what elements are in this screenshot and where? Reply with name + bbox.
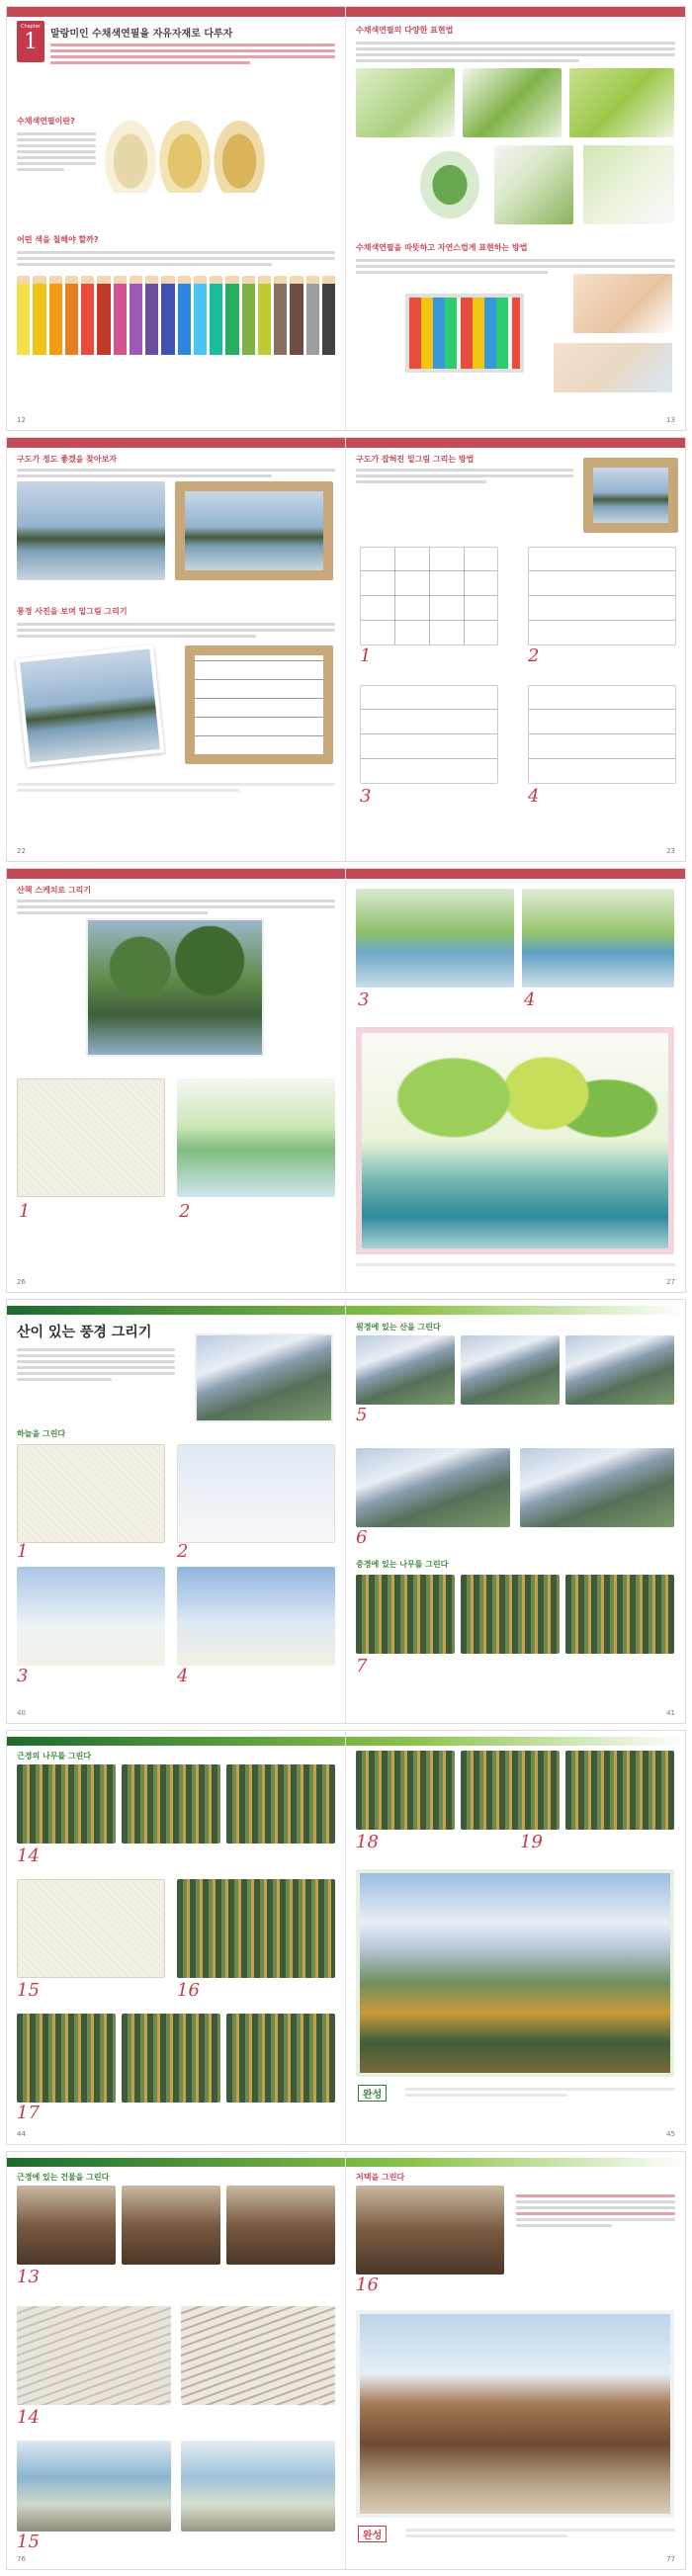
step-number: 18 [356, 1832, 379, 1852]
step-number: 1 [360, 645, 372, 666]
finished-mountain-painting [356, 1869, 674, 2077]
intro-text [17, 1345, 175, 1384]
section-heading: 근경의 나무를 그린다 [17, 1752, 92, 1760]
stairs-step-2 [181, 2306, 335, 2405]
step-number: 4 [524, 989, 536, 1010]
body-text-block [17, 248, 335, 269]
page-number: 23 [666, 847, 675, 855]
colored-pencil [194, 276, 207, 355]
brush-hand-photo-2 [554, 343, 672, 392]
chapter-badge [17, 21, 44, 62]
body-text-block [356, 466, 573, 486]
finished-tree-painting [356, 1027, 674, 1254]
spread-1 [6, 6, 686, 431]
sky-coloring-2 [17, 1567, 165, 1666]
intro-text [50, 41, 335, 67]
mansion-step [356, 2186, 504, 2275]
step-number: 2 [177, 1541, 189, 1562]
grid-photo [583, 458, 678, 533]
section-heading: 산책 스케치로 그리기 [17, 886, 92, 895]
step-number: 4 [528, 786, 540, 807]
step-number: 4 [177, 1666, 189, 1686]
pencil-color-row [17, 276, 335, 355]
technique-photo-1 [356, 68, 455, 137]
sky-coloring-1 [177, 1444, 335, 1543]
complete-badge: 완성 [358, 2526, 387, 2542]
step-number: 19 [520, 1832, 543, 1852]
section-heading: 풍경 사진을 보며 밑그림 그리기 [17, 607, 128, 616]
building-step-3 [226, 2186, 335, 2265]
forest-step-8 [356, 1751, 455, 1830]
page-40 [7, 1300, 346, 1723]
page-number: 13 [666, 416, 675, 424]
colored-pencil [17, 276, 30, 355]
mountain-photo [195, 1333, 333, 1422]
colored-pencil [130, 276, 142, 355]
step-number: 16 [356, 2275, 379, 2295]
body-text-block [17, 466, 335, 480]
step-number: 1 [17, 1541, 29, 1562]
mountain-step-d [356, 1448, 510, 1527]
section-heading: 근경에 있는 건물을 그린다 [17, 2173, 110, 2182]
step-number: 3 [17, 1666, 29, 1686]
stairs-step-3 [17, 2441, 171, 2532]
page-number: 77 [666, 2555, 675, 2563]
outline-sketch [17, 1078, 165, 1197]
page-number: 22 [17, 847, 26, 855]
page-41 [346, 1300, 685, 1723]
lesson-title: 산이 있는 풍경 그리기 [17, 1325, 152, 1340]
forest-step-7 [226, 2014, 335, 2103]
colored-pencil [49, 276, 62, 355]
forest-step-2 [122, 1764, 220, 1844]
forest-step-9 [461, 1751, 560, 1830]
section-heading: 원경에 있는 산을 그린다 [356, 1323, 441, 1331]
page-76 [7, 2152, 346, 2569]
page-26 [7, 869, 346, 1292]
coloring-photo-2 [522, 889, 674, 987]
step-number: 6 [356, 1527, 368, 1548]
colored-pencil [210, 276, 222, 355]
body-text-block [17, 620, 335, 641]
colored-pencil [81, 276, 94, 355]
colored-pencil [258, 276, 271, 355]
park-stream-photo [86, 918, 264, 1057]
caption [405, 2526, 675, 2540]
colored-sketch [177, 1078, 335, 1197]
body-text-block [356, 39, 675, 65]
palette-photo [405, 294, 524, 373]
page-13 [346, 7, 685, 430]
step-number: 15 [17, 1980, 40, 2001]
step-number: 14 [17, 2407, 40, 2428]
caption [17, 780, 335, 795]
page-number: 76 [17, 2555, 26, 2563]
page-number: 44 [17, 2130, 26, 2138]
body-text-block [516, 2191, 675, 2230]
stairs-step-1 [17, 2306, 171, 2405]
step-number: 17 [17, 2103, 40, 2123]
technique-photo-5 [494, 145, 573, 224]
section-heading: 수채색연필이란? [17, 117, 75, 126]
page-number: 41 [666, 1709, 675, 1717]
forest-sketch [17, 1879, 165, 1978]
shell-drawing-3 [210, 114, 269, 193]
mountain-step-a [356, 1335, 455, 1405]
grid-frame-tool [185, 645, 333, 764]
chapter-number: 1 [24, 30, 38, 54]
lake-photo-1 [17, 481, 165, 580]
forest-step-1 [17, 1764, 116, 1844]
caption [405, 2085, 675, 2100]
brush-hand-photo-1 [573, 274, 672, 333]
step-number: 13 [17, 2267, 40, 2287]
building-step-2 [122, 2186, 220, 2265]
grid-sketch-1 [360, 547, 498, 645]
page-45 [346, 1731, 685, 2144]
shell-drawing-1 [101, 114, 160, 193]
section-heading: 수채색연필을 따뜻하고 자연스럽게 표현하는 방법 [356, 243, 528, 252]
section-heading: 구도가 잡혀진 밑그림 그리는 방법 [356, 455, 475, 464]
section-heading: 구도가 정도 좋겠을 찾아보자 [17, 455, 118, 464]
stacked-photos [16, 644, 165, 767]
mountain-outline [17, 1444, 165, 1543]
page-number: 45 [666, 2130, 675, 2138]
page-number: 26 [17, 1278, 26, 1286]
section-heading: 저택을 그린다 [356, 2173, 405, 2182]
colored-pencil [145, 276, 158, 355]
forest-step-10 [565, 1751, 674, 1830]
sky-coloring-3 [177, 1567, 335, 1666]
body-text-block [17, 129, 96, 174]
technique-photo-4 [415, 145, 484, 224]
forest-step-4 [177, 1879, 335, 1978]
forest-step-3 [226, 1764, 335, 1844]
caption [356, 1260, 675, 1269]
section-heading: 수채색연필의 다양한 표현법 [356, 26, 454, 35]
page-44 [7, 1731, 346, 2144]
grid-sketch-3 [360, 685, 498, 784]
chapter-title: 말랑미인 수채색연필을 자유자재로 다루자 [50, 29, 233, 40]
step-number: 7 [356, 1656, 368, 1676]
technique-photo-3 [569, 68, 674, 137]
spread-5 [6, 1730, 686, 2145]
colored-pencil [242, 276, 255, 355]
complete-badge: 완성 [358, 2085, 387, 2102]
forest-step-6 [122, 2014, 220, 2103]
coloring-photo-1 [356, 889, 514, 987]
spread-2 [6, 437, 686, 862]
mountain-step-b [461, 1335, 560, 1405]
grid-sketch-2 [528, 547, 676, 645]
colored-pencil [97, 276, 110, 355]
section-heading: 하늘을 그린다 [17, 1429, 66, 1438]
section-heading: 중경에 있는 나무를 그린다 [356, 1560, 449, 1569]
spread-6 [6, 2151, 686, 2570]
finished-mansion-painting [356, 2310, 674, 2518]
step-number: 1 [19, 1201, 31, 1222]
body-text-block [17, 897, 335, 917]
building-step-1 [17, 2186, 116, 2265]
colored-pencil [33, 276, 45, 355]
colored-pencil [225, 276, 238, 355]
page-27 [346, 869, 685, 1292]
tree-step-a [356, 1575, 455, 1654]
page-22 [7, 438, 346, 861]
colored-pencil [306, 276, 319, 355]
step-number: 2 [528, 645, 540, 666]
spread-3 [6, 868, 686, 1293]
forest-step-5 [17, 2014, 116, 2103]
lake-photo-framed [175, 481, 333, 580]
page-number: 40 [17, 1709, 26, 1717]
technique-photo-2 [463, 68, 562, 137]
page-12 [7, 7, 346, 430]
grid-sketch-4 [528, 685, 676, 784]
page-number: 27 [666, 1278, 675, 1286]
step-number: 14 [17, 1846, 40, 1866]
step-number: 3 [358, 989, 370, 1010]
tree-step-b [461, 1575, 560, 1654]
step-number: 16 [177, 1980, 200, 2001]
mountain-step-c [565, 1335, 674, 1405]
mountain-step-e [520, 1448, 674, 1527]
step-number: 2 [179, 1201, 191, 1222]
colored-pencil [178, 276, 191, 355]
section-heading: 어떤 색을 칠해야 할까? [17, 235, 99, 244]
spread-4 [6, 1299, 686, 1724]
colored-pencil [322, 276, 335, 355]
step-number: 5 [356, 1405, 368, 1425]
colored-pencil [290, 276, 303, 355]
colored-pencil [161, 276, 174, 355]
tree-step-c [565, 1575, 674, 1654]
page-23 [346, 438, 685, 861]
stairs-step-4 [181, 2441, 335, 2532]
colored-pencil [65, 276, 78, 355]
step-number: 3 [360, 786, 372, 807]
page-number: 12 [17, 416, 26, 424]
colored-pencil [114, 276, 127, 355]
page-77 [346, 2152, 685, 2569]
shell-drawing-2 [155, 114, 215, 193]
colored-pencil [274, 276, 287, 355]
chapter-label: Chapter [21, 24, 41, 30]
technique-photo-6 [583, 145, 674, 224]
step-number: 15 [17, 2532, 40, 2552]
